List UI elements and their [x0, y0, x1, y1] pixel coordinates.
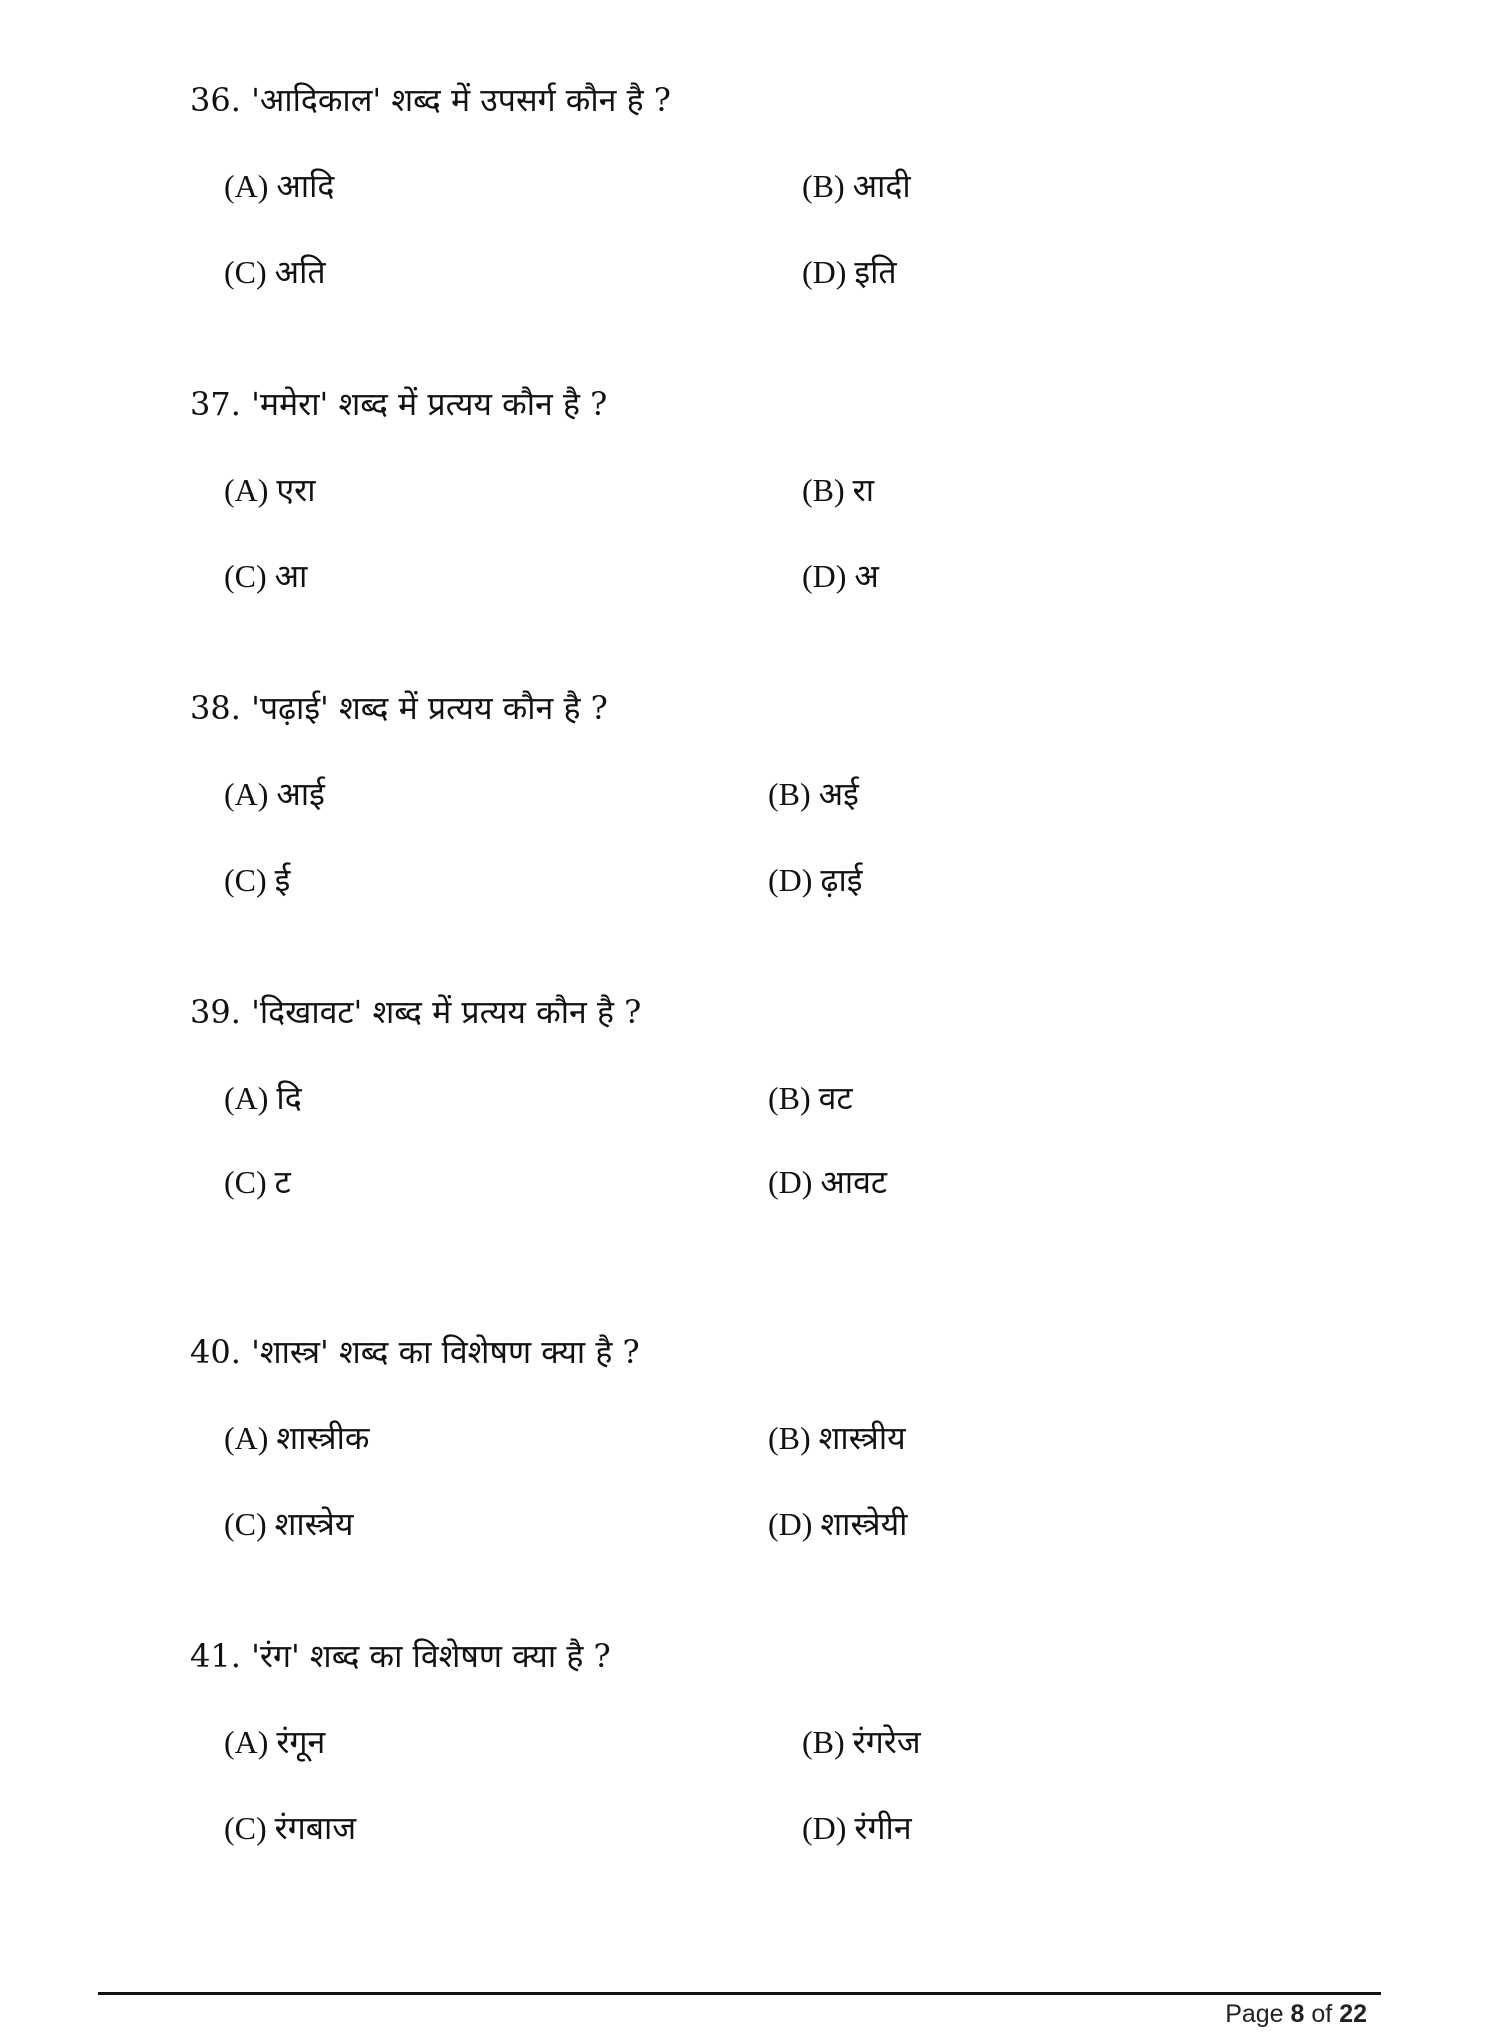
option-letter: (C)	[224, 862, 267, 898]
question-text: 38. 'पढ़ाई' शब्द में प्रत्यय कौन है ?	[190, 689, 608, 727]
question-text: 36. 'आदिकाल' शब्द में उपसर्ग कौन है ?	[190, 81, 671, 119]
option-letter: (A)	[224, 472, 269, 508]
option-letter: (D)	[768, 1506, 813, 1542]
option-letter: (C)	[224, 1810, 267, 1846]
option-letter: (A)	[224, 776, 269, 812]
option-text: शास्त्रीक	[276, 1419, 370, 1457]
option-d	[768, 1162, 887, 1202]
option-c	[224, 1808, 356, 1848]
option-text: शास्त्रीय	[818, 1419, 906, 1457]
option-c	[224, 1162, 291, 1202]
option-letter: (A)	[224, 1724, 269, 1760]
option-c	[224, 860, 290, 900]
option-text: दि	[276, 1079, 302, 1117]
option-b	[768, 1418, 906, 1458]
option-a	[224, 774, 325, 814]
option-letter: (A)	[224, 1080, 269, 1116]
option-text: वट	[818, 1079, 853, 1117]
option-b	[802, 166, 911, 206]
question-text: 37. 'ममेरा' शब्द में प्रत्यय कौन है ?	[190, 385, 608, 423]
option-a	[224, 470, 316, 510]
option-d	[768, 1504, 907, 1544]
option-d	[802, 252, 897, 292]
option-letter: (D)	[802, 558, 847, 594]
option-text: आ	[274, 557, 308, 595]
option-text: आई	[276, 775, 325, 813]
option-text: आदि	[276, 167, 335, 205]
option-text: रंगून	[276, 1723, 326, 1761]
page-current: 8	[1290, 2000, 1305, 2028]
page-of: of	[1304, 2000, 1340, 2028]
option-letter: (B)	[768, 1420, 811, 1456]
option-text: अई	[818, 775, 859, 813]
option-letter: (B)	[802, 1724, 845, 1760]
option-text: रंगरेज	[852, 1723, 921, 1761]
question-text: 41. 'रंग' शब्द का विशेषण क्या है ?	[190, 1637, 611, 1675]
page-prefix: Page	[1225, 2000, 1291, 2028]
option-letter: (B)	[768, 1080, 811, 1116]
option-d	[802, 556, 879, 596]
option-d	[768, 860, 862, 900]
option-letter: (D)	[768, 862, 813, 898]
option-letter: (D)	[768, 1164, 813, 1200]
option-b	[802, 1722, 921, 1762]
question-text: 39. 'दिखावट' शब्द में प्रत्यय कौन है ?	[190, 993, 642, 1031]
option-text: आदी	[852, 167, 911, 205]
footer-divider	[98, 1992, 1381, 1995]
option-letter: (B)	[802, 168, 845, 204]
option-c	[224, 556, 307, 596]
option-d	[802, 1808, 912, 1848]
option-text: एरा	[276, 471, 316, 509]
question-text: 40. 'शास्त्र' शब्द का विशेषण क्या है ?	[190, 1333, 640, 1371]
page-total: 22	[1339, 2000, 1367, 2028]
option-letter: (B)	[802, 472, 845, 508]
option-text: शास्त्रेय	[274, 1505, 354, 1543]
option-c	[224, 252, 326, 292]
option-letter: (C)	[224, 1506, 267, 1542]
option-text: रंगबाज	[274, 1809, 357, 1847]
option-letter: (A)	[224, 1420, 269, 1456]
option-text: अ	[854, 557, 879, 595]
option-a	[224, 1418, 369, 1458]
option-text: ई	[274, 861, 291, 899]
page-number	[1225, 1998, 1367, 2030]
option-text: ढ़ाई	[820, 861, 863, 899]
option-letter: (A)	[224, 168, 269, 204]
option-letter: (C)	[224, 254, 267, 290]
option-a	[224, 166, 334, 206]
option-text: रंगीन	[854, 1809, 912, 1847]
option-text: रा	[852, 471, 875, 509]
option-text: इति	[854, 253, 897, 291]
option-text: आवट	[820, 1163, 888, 1201]
option-a	[224, 1078, 302, 1118]
option-letter: (B)	[768, 776, 811, 812]
option-text: शास्त्रेयी	[820, 1505, 908, 1543]
option-c	[224, 1504, 353, 1544]
option-text: ट	[274, 1163, 291, 1201]
option-b	[768, 774, 859, 814]
option-letter: (D)	[802, 1810, 847, 1846]
option-letter: (D)	[802, 254, 847, 290]
option-letter: (C)	[224, 558, 267, 594]
option-letter: (C)	[224, 1164, 267, 1200]
option-b	[802, 470, 874, 510]
option-b	[768, 1078, 853, 1118]
option-text: अति	[274, 253, 326, 291]
option-a	[224, 1722, 325, 1762]
